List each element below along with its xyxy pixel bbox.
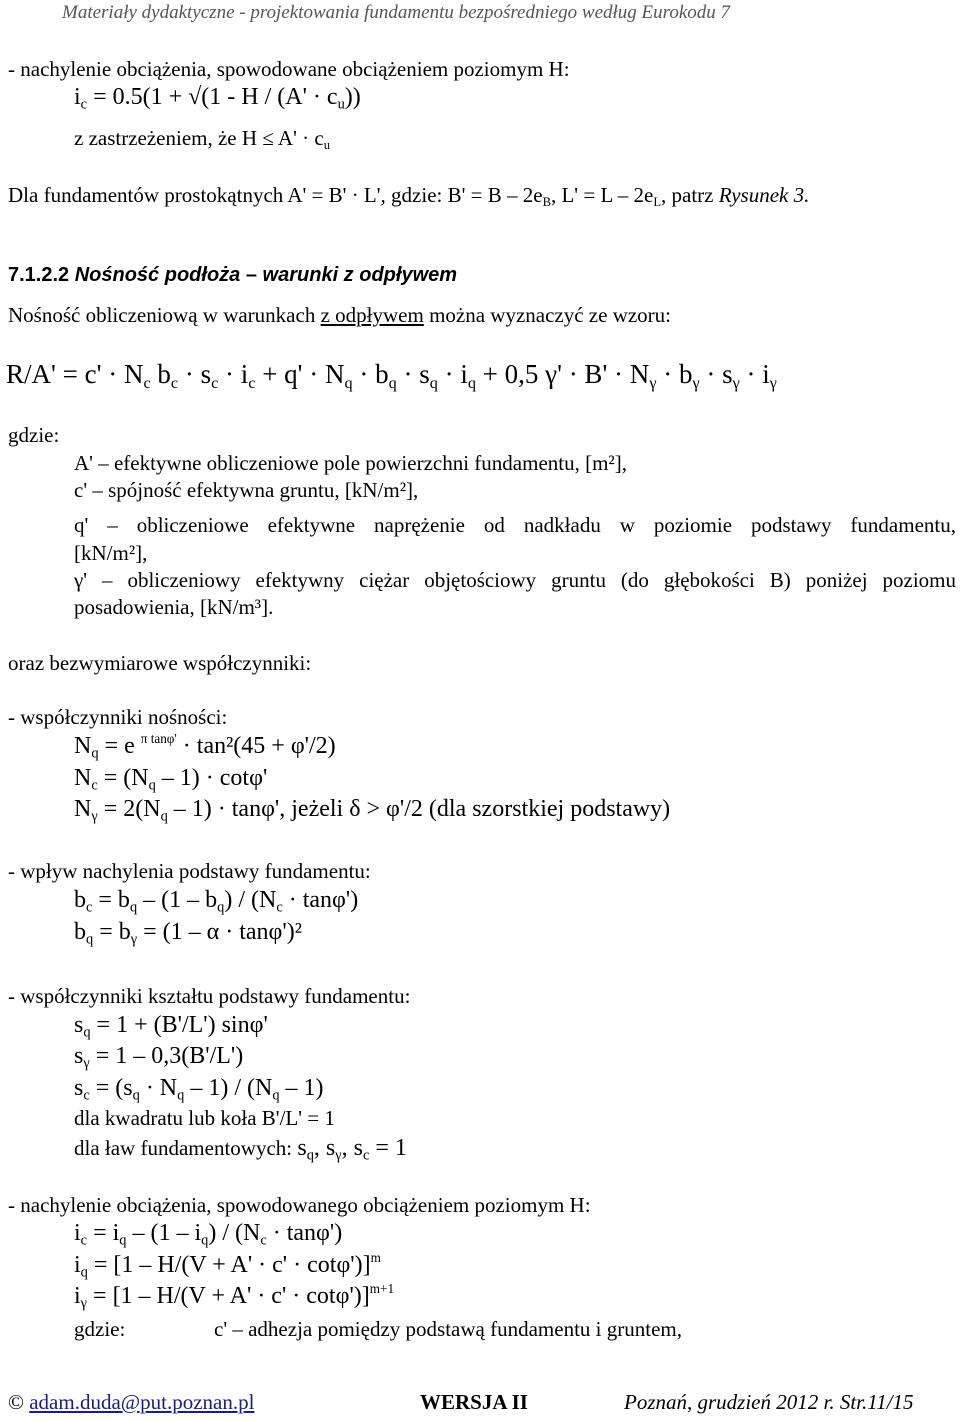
footer-contact: © adam.duda@put.poznan.pl — [8, 1390, 255, 1414]
bq-formula: $b_q = b_\gamma = (1 - \alpha \cdot \tan\varphi')^2$ — [74, 919, 302, 948]
sc-formula: $s_c = (s_q \cdot N_q - 1) / (N_q - 1)$ — [74, 1075, 324, 1104]
page-header: Materiały dydaktyczne - projektowania fundamentu bezpośredniego według Eurokodu 7 — [62, 2, 731, 23]
def-gamma-cont: posadowienia, [kN/m³]. — [74, 595, 274, 619]
adhesion-def: c' – adhezja pomiędzy podstawą fundamentu i gruntem, — [214, 1317, 682, 1341]
load-inclination-undrained-heading: - nachylenie obciążenia, spowodowane obciążeniem poziomym H: — [8, 57, 570, 81]
nq-formula: $N_q = e$ $^{\pi tan\varphi'}$ · tan²(45 + φ'/2) — [74, 731, 336, 762]
def-q-unit: [kN/m²], — [74, 541, 148, 565]
def-a: A' – efektywne obliczeniowe pole powierzchni fundamentu, [m²], — [74, 451, 627, 475]
drained-intro: Nośność obliczeniową w warunkach z odpływem można wyznaczyć ze wzoru: — [8, 303, 672, 327]
strip-note: dla ław fundamentowych: $s_q$, $s_\gamma$, $s_c = 1$ — [74, 1135, 407, 1164]
def-c: c' – spójność efektywna gruntu, [kN/m²], — [74, 478, 419, 502]
shape-factors-heading: - współczynniki kształtu podstawy fundamentu: — [8, 984, 411, 1008]
load-inclination-heading: - nachylenie obciążenia, spowodowanego obciążeniem poziomym H: — [8, 1193, 591, 1217]
sgamma-formula: $s_\gamma = 1 - 0,3(B'/L')$ — [74, 1043, 244, 1072]
bc-formula: $b_c = b_q - (1 - b_q) / (N_c \cdot \tan\varphi')$ — [74, 887, 359, 916]
strip-formula: $s_q$, $s_\gamma$, $s_c = 1$ — [297, 1135, 407, 1164]
sq-formula: $s_q = 1 + (B'/L')$ sinφ' — [74, 1012, 268, 1041]
bearing-capacity-formula: $R/A' = c' \cdot N_c$ $b_c \cdot s_c \cdot i_c + q' \cdot N_q \cdot b_q \cdot s_q \cdot i_q + 0,5$ $\gamma' \cdot B' \cdot N_\gamma \cdot b_\gamma \cdot s_\gamma \cdot i_\gamma$ — [6, 359, 777, 392]
email-link[interactable]: adam.duda@put.poznan.pl — [29, 1390, 255, 1414]
version-label: WERSJA II — [420, 1390, 528, 1414]
footer-place-page: Poznań, grudzień 2012 r. Str.11/15 — [624, 1390, 914, 1414]
undrained-condition: z zastrzeżeniem, że $H \le A' \cdot c_u$ — [74, 126, 330, 152]
ngamma-formula: $N_\gamma = 2(N_q - 1) \cdot \tan\varphi'$, jeżeli δ > φ'/2 (dla szorstkiej podstawy) — [74, 796, 671, 825]
load-where-label: gdzie: — [74, 1317, 126, 1341]
igamma-formula: $i_\gamma = [1 - H/(V + A' \cdot c' \cdot \cot\varphi')]^{m+1}$ — [74, 1281, 395, 1312]
def-gamma: γ' – obliczeniowy efektywny ciężar objętościowy gruntu (do głębokości B) poniżej poziomu — [74, 568, 956, 592]
section-heading: 7.1.2.2 Nośność podłoża – warunki z odpływem — [8, 264, 458, 286]
rectangular-foundation-note: Dla fundamentów prostokątnych A' = B' · L', gdzie: $B' = B - 2e_B$, $L' = L - 2e_L$, patrz Rysunek 3. — [8, 183, 810, 209]
nc-formula: $N_c = (N_q - 1) \cdot \cot\varphi'$ — [74, 765, 268, 794]
def-q: q' – obliczeniowe efektywne naprężenie od nadkładu w poziomie podstawy fundamentu, — [74, 513, 956, 537]
base-inclination-heading: - wpływ nachylenia podstawy fundamentu: — [8, 859, 371, 883]
ic-undrained-formula: $i_c = 0.5(1 + √(1 - H / (A' \cdot c_u))$ — [74, 84, 361, 113]
ic-formula: $i_c = i_q - (1 - i_q) / (N_c \cdot \tan\varphi')$ — [74, 1220, 343, 1249]
dimensionless-factors-label: oraz bezwymiarowe współczynniki: — [8, 651, 312, 675]
bearing-factors-heading: - współczynniki nośności: — [8, 705, 228, 729]
where-label: gdzie: — [8, 423, 60, 447]
figure-reference: Rysunek 3. — [718, 183, 810, 207]
iq-formula: $i_q = [1 - H/(V + A' \cdot c' \cdot \cot\varphi')]^m$ — [74, 1250, 381, 1281]
square-note: dla kwadratu lub koła B'/L' = 1 — [74, 1106, 335, 1130]
